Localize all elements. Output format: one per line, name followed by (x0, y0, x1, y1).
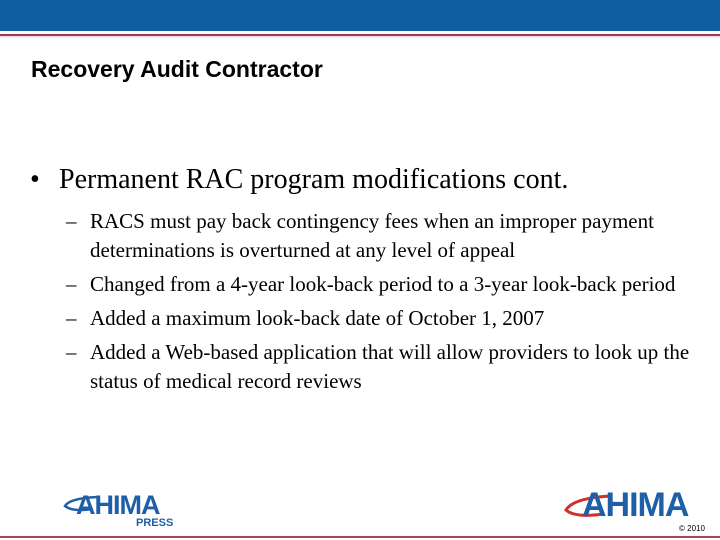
copyright: © 2010 (679, 524, 705, 533)
bullet-marker: • (30, 164, 40, 195)
bullet-text: Permanent RAC program modifications cont. (59, 164, 569, 195)
slide-title: Recovery Audit Contractor (31, 56, 323, 82)
dash-marker: – (66, 340, 77, 364)
press-label: PRESS (136, 517, 174, 529)
sub-bullet-list (66, 207, 706, 401)
list-item-text: RACS must pay back contingency fees when an improper payment determinations is overturned at any level of appeal (90, 209, 654, 262)
list-item-text: Added a Web-based application that will allow providers to look up the status of medical record reviews (90, 340, 690, 393)
dash-marker: – (66, 306, 77, 330)
list-item-text: Changed from a 4-year look-back period to a 3-year look-back period (90, 272, 676, 296)
dash-marker: – (66, 272, 77, 296)
header-divider (0, 34, 720, 36)
list-item-text: Added a maximum look-back date of October 1, 2007 (90, 306, 545, 330)
list-item (66, 338, 706, 396)
ahima-press-logo: AHIMA (76, 490, 160, 520)
header-bar (0, 0, 720, 31)
dash-marker: – (66, 209, 77, 233)
ahima-logo: AHIMA (582, 486, 689, 524)
list-item (66, 270, 706, 299)
list-item (66, 304, 706, 333)
footer-divider (0, 536, 720, 538)
list-item (66, 207, 706, 265)
